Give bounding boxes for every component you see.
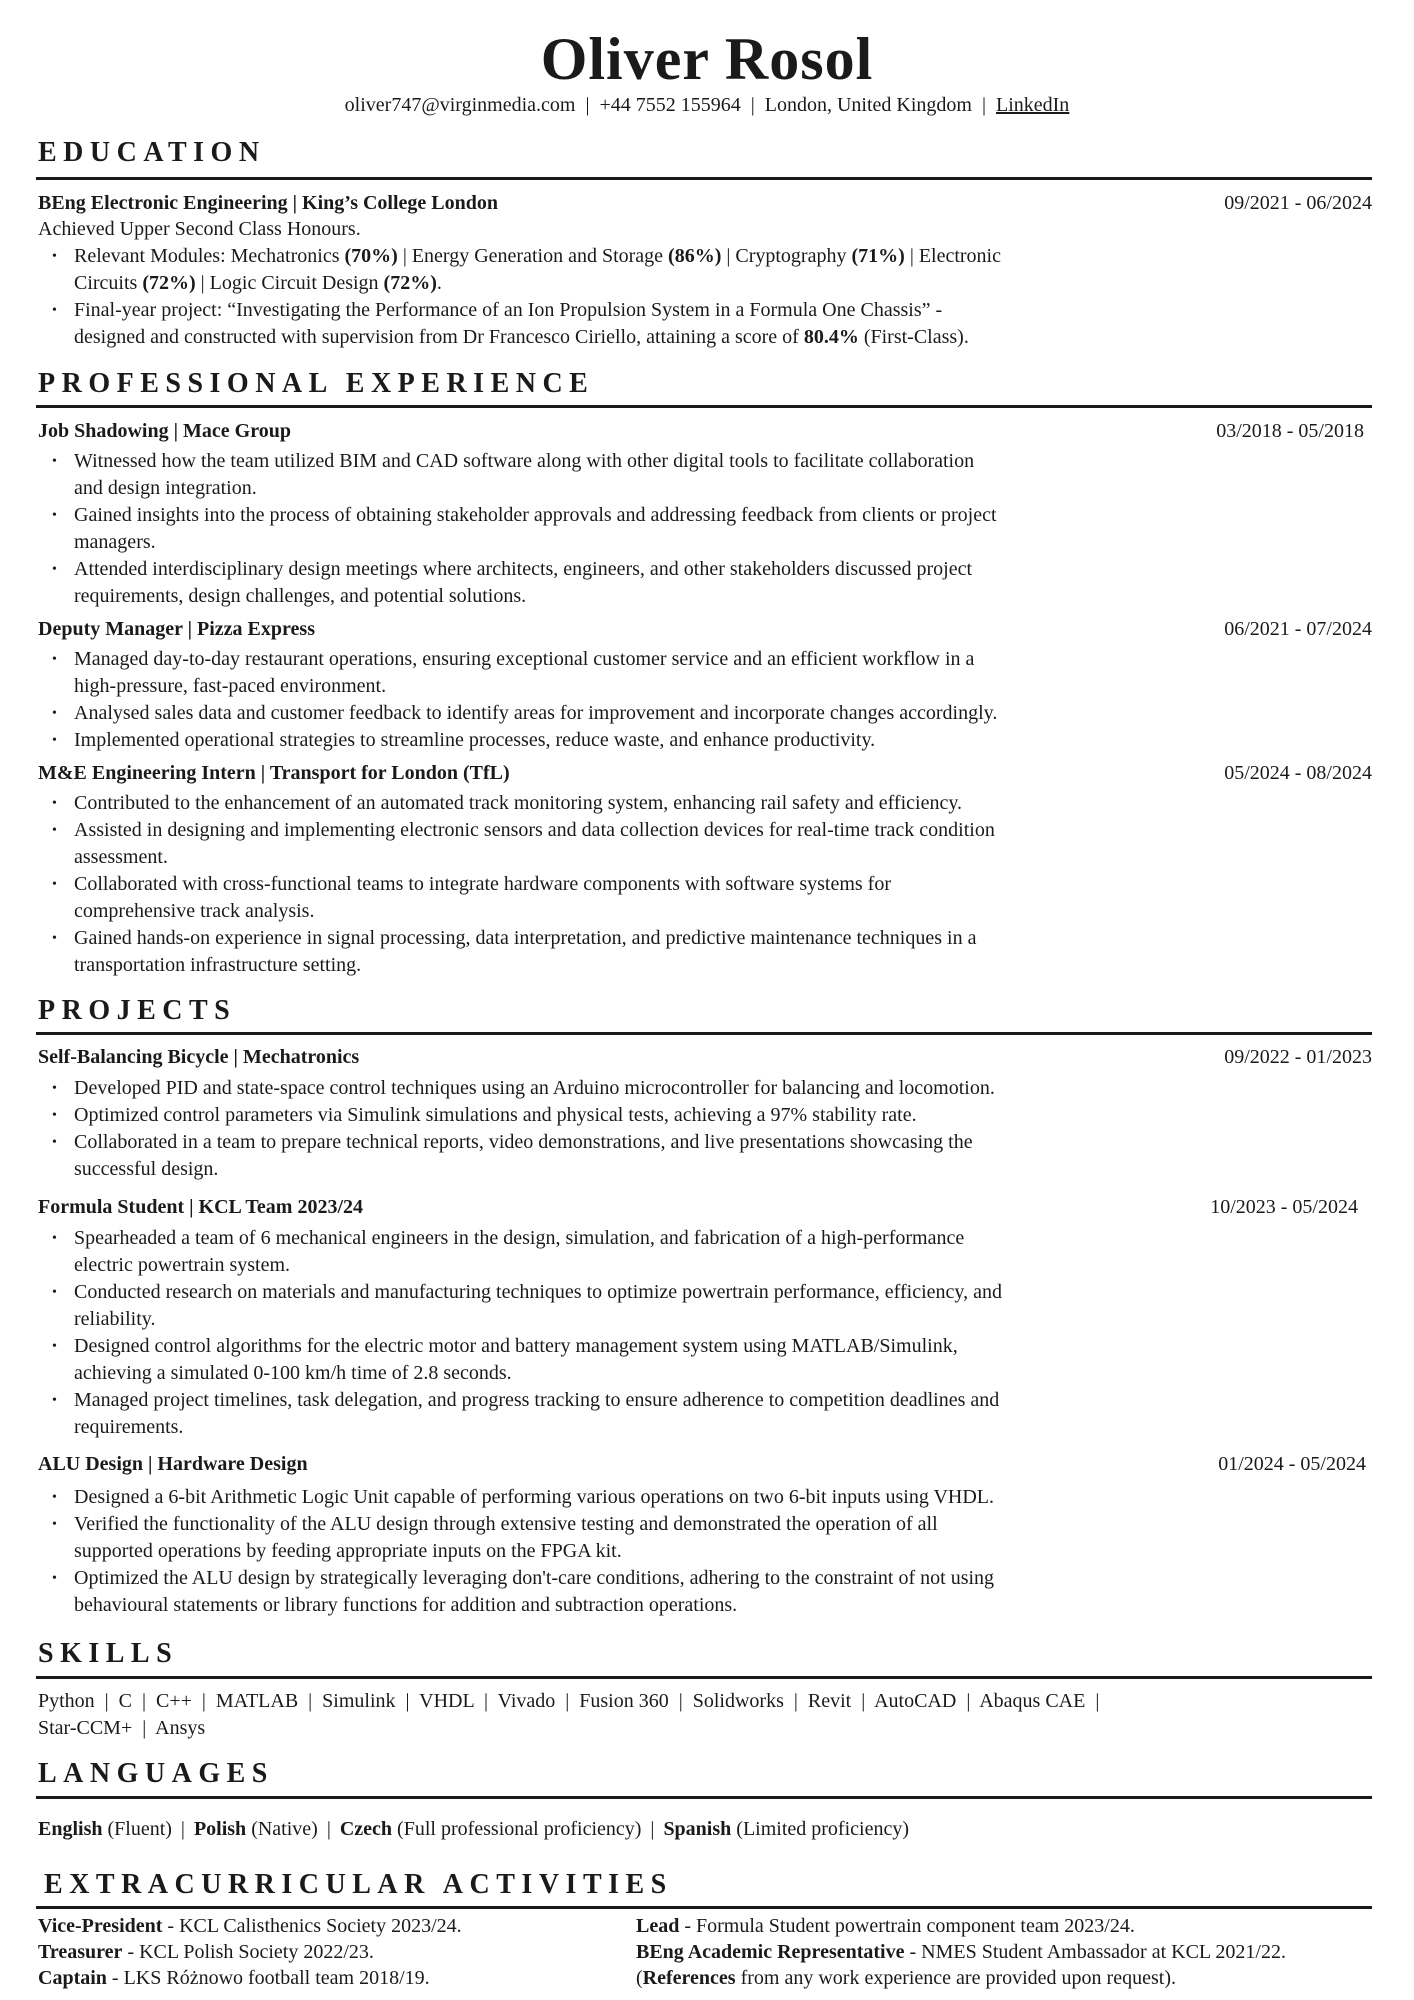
bullet-text: requirements, design challenges, and potential solutions. [74, 585, 527, 607]
bullet-icon: • [52, 1135, 57, 1150]
language-name: Polish [193, 1818, 247, 1840]
bullet-text: Designed a 6-bit Arithmetic Logic Unit capable of performing various operations on two 6-bit inputs using VHDL. [74, 1486, 995, 1508]
activity-item: Lead - Formula Student powertrain component team 2023/24. [636, 1915, 1135, 1937]
candidate-name: Oliver Rosol [540, 26, 874, 92]
entry-dates: 09/2022 - 01/2023 [1224, 1046, 1372, 1068]
bullet-text: Optimized control parameters via Simulink simulations and physical tests, achieving a 97% stability rate. [74, 1104, 917, 1126]
section-title-education: EDUCATION [38, 137, 266, 168]
bullet-text: Contributed to the enhancement of an automated track monitoring system, enhancing rail safety and efficiency. [74, 792, 963, 814]
bullet-text: reliability. [74, 1308, 156, 1330]
phone-text: +44 7552 155964 [599, 94, 741, 116]
section-divider [36, 1032, 1372, 1035]
bullet-icon: • [52, 562, 57, 577]
bullet-text: supported operations by feeding appropriate inputs on the FPGA kit. [74, 1540, 622, 1562]
bullet-text: high-pressure, fast-paced environment. [74, 675, 387, 697]
entry-title: Job Shadowing | Mace Group [38, 420, 291, 442]
entry-dates: 01/2024 - 05/2024 [1218, 1453, 1366, 1475]
bullet-icon: • [52, 508, 57, 523]
bullet-text: and design integration. [74, 477, 257, 499]
section-divider [36, 405, 1372, 408]
bullet-text: behavioural statements or library functions for addition and subtraction operations. [74, 1594, 738, 1616]
bullet-icon: • [52, 706, 57, 721]
location-text: London, United Kingdom [764, 94, 972, 116]
activity-item: BEng Academic Representative - NMES Student Ambassador at KCL 2021/22. [636, 1941, 1286, 1963]
section-title-projects: PROJECTS [38, 995, 237, 1026]
bullet-icon: • [52, 1490, 57, 1505]
language-name: English [38, 1818, 103, 1840]
bullet-text: electric powertrain system. [74, 1254, 291, 1276]
education-line: Relevant Modules: Mechatronics (70%) | Energy Generation and Storage (86%) | Cryptography (71%) | Electronic [74, 245, 1001, 267]
entry-dates: 10/2023 - 05/2024 [1210, 1196, 1358, 1218]
activity-item: Vice-President - KCL Calisthenics Society 2023/24. [38, 1915, 462, 1937]
bullet-icon: • [52, 823, 57, 838]
section-divider [36, 177, 1372, 180]
bullet-icon: • [52, 1231, 57, 1246]
bullet-text: Managed project timelines, task delegation, and progress tracking to ensure adherence to competition deadlines and [74, 1389, 1000, 1411]
bullet-text: Collaborated with cross-functional teams to integrate hardware components with software systems for [74, 873, 891, 895]
bullet-text: Conducted research on materials and manufacturing techniques to optimize powertrain performance, efficiency, and [74, 1281, 1002, 1303]
education-summary: Achieved Upper Second Class Honours. [38, 218, 361, 240]
bullet-icon: • [52, 303, 57, 318]
bullet-text: Developed PID and state-space control techniques using an Arduino microcontroller for balancing and locomotion. [74, 1077, 995, 1099]
bullet-icon: • [52, 796, 57, 811]
activity-item: Treasurer - KCL Polish Society 2022/23. [38, 1941, 374, 1963]
entry-dates: 06/2021 - 07/2024 [1224, 618, 1372, 640]
section-divider [36, 1906, 1372, 1909]
bullet-text: successful design. [74, 1158, 219, 1180]
bullet-icon: • [52, 249, 57, 264]
language-name: Czech [339, 1818, 393, 1840]
skills-line: Star-CCM+ | Ansys [38, 1717, 206, 1739]
bullet-icon: • [52, 1517, 57, 1532]
entry-title: BEng Electronic Engineering | King’s College London [38, 192, 498, 214]
skills-line: Python | C | C++ | MATLAB | Simulink | VHDL | Vivado | Fusion 360 | Solidworks | Revit | AutoCAD | Abaqus CAE | [38, 1690, 1100, 1712]
entry-dates: 03/2018 - 05/2018 [1216, 420, 1364, 442]
bullet-text: Verified the functionality of the ALU design through extensive testing and demonstrated the operation of all [74, 1513, 938, 1535]
bullet-text: Implemented operational strategies to streamline processes, reduce waste, and enhance productivity. [74, 729, 876, 751]
bullet-text: managers. [74, 531, 156, 553]
linkedin-link[interactable]: LinkedIn [996, 94, 1070, 116]
bullet-text: Assisted in designing and implementing electronic sensors and data collection devices for real-time track condition [74, 819, 995, 841]
bullet-text: Optimized the ALU design by strategically leveraging don't-care conditions, adhering to the constraint of not using [74, 1567, 995, 1589]
bullet-text: Witnessed how the team utilized BIM and CAD software along with other digital tools to facilitate collaboration [74, 450, 975, 472]
bullet-icon: • [52, 1393, 57, 1408]
bullet-text: Spearheaded a team of 6 mechanical engineers in the design, simulation, and fabrication of a high-performance [74, 1227, 965, 1249]
bullet-text: Collaborated in a team to prepare technical reports, video demonstrations, and live presentations showcasing the [74, 1131, 973, 1153]
bullet-icon: • [52, 652, 57, 667]
language-name: Spanish [663, 1818, 732, 1840]
section-title-extracurricular: EXTRACURRICULAR ACTIVITIES [44, 1869, 673, 1900]
entry-title: Self-Balancing Bicycle | Mechatronics [38, 1046, 360, 1068]
bullet-icon: • [52, 931, 57, 946]
bullet-icon: • [52, 1571, 57, 1586]
education-line: Circuits (72%) | Logic Circuit Design (72%). [74, 272, 442, 294]
bullet-text: comprehensive track analysis. [74, 900, 315, 922]
bullet-icon: • [52, 1285, 57, 1300]
bullet-text: assessment. [74, 846, 168, 868]
languages-line: English (Fluent) | Polish (Native) | Czech (Full professional proficiency) | Spanish (Limited proficiency) [38, 1818, 909, 1840]
bullet-text: transportation infrastructure setting. [74, 954, 362, 976]
bullet-icon: • [52, 1339, 57, 1354]
email-link[interactable]: oliver747@virginmedia.com [344, 94, 576, 116]
entry-title: Deputy Manager | Pizza Express [38, 618, 315, 640]
bullet-text: Analysed sales data and customer feedback to identify areas for improvement and incorporate changes accordingly. [74, 702, 998, 724]
bullet-icon: • [52, 733, 57, 748]
entry-dates: 05/2024 - 08/2024 [1224, 762, 1372, 784]
section-divider [36, 1676, 1372, 1679]
activity-item: (References from any work experience are provided upon request). [636, 1967, 1176, 1989]
bullet-text: Designed control algorithms for the electric motor and battery management system using MATLAB/Simulink, [74, 1335, 958, 1357]
section-title-languages: LANGUAGES [38, 1758, 274, 1789]
section-title-skills: SKILLS [38, 1638, 179, 1669]
bullet-text: Gained insights into the process of obtaining stakeholder approvals and addressing feedback from clients or project [74, 504, 997, 526]
bullet-text: achieving a simulated 0-100 km/h time of 2.8 seconds. [74, 1362, 512, 1384]
bullet-text: Managed day-to-day restaurant operations, ensuring exceptional customer service and an efficient workflow in a [74, 648, 975, 670]
bullet-icon: • [52, 1081, 57, 1096]
bullet-icon: • [52, 454, 57, 469]
section-divider [36, 1796, 1372, 1799]
education-line: Final-year project: “Investigating the Performance of an Ion Propulsion System in a Formula One Chassis” - [74, 299, 943, 321]
contact-line: oliver747@virginmedia.com | +44 7552 155964 | London, United Kingdom | LinkedIn [344, 94, 1070, 116]
bullet-icon: • [52, 1108, 57, 1123]
entry-title: Formula Student | KCL Team 2023/24 [38, 1196, 363, 1218]
education-line: designed and constructed with supervision from Dr Francesco Ciriello, attaining a score of 80.4% (First-Class). [74, 326, 969, 348]
activity-item: Captain - LKS Różnowo football team 2018/19. [38, 1967, 430, 1989]
bullet-text: requirements. [74, 1416, 184, 1438]
bullet-text: Gained hands-on experience in signal processing, data interpretation, and predictive maintenance techniques in a [74, 927, 977, 949]
bullet-text: Attended interdisciplinary design meetings where architects, engineers, and other stakeholders discussed project [74, 558, 973, 580]
entry-title: M&E Engineering Intern | Transport for London (TfL) [38, 762, 510, 784]
bullet-icon: • [52, 877, 57, 892]
entry-title: ALU Design | Hardware Design [38, 1453, 308, 1475]
section-title-experience: PROFESSIONAL EXPERIENCE [38, 368, 595, 399]
entry-dates: 09/2021 - 06/2024 [1224, 192, 1372, 214]
